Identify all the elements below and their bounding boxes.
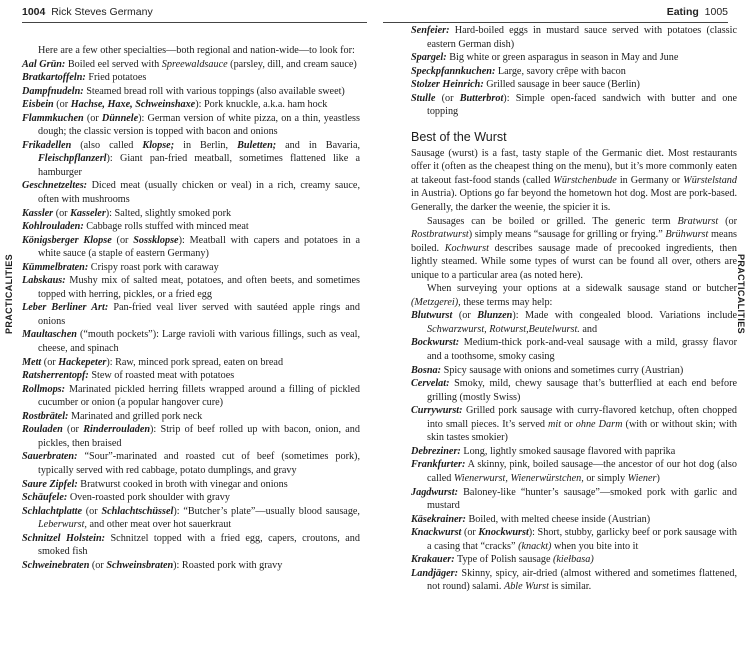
entry-text: Grilled pork sausage with curry-flavored ketchup, often chopped into small pieces. It’s served	[427, 405, 737, 430]
glossary-entry	[411, 513, 737, 527]
entry-term: Spargel:	[411, 52, 447, 64]
entry-term: Kohlrouladen:	[22, 221, 84, 233]
glossary-entry	[411, 309, 737, 336]
entry-term: Bockwurst:	[411, 337, 460, 349]
glossary-entry	[411, 51, 737, 65]
glossary-entry	[22, 71, 360, 85]
entry-text: A skinny, pink, boiled sausage—the ancestor of our hot dog (also called	[427, 459, 737, 484]
entry-text: Baloney-like “hunter’s sausage”—smoked pork with garlic and mustard	[427, 486, 737, 512]
entry-term: Knockwurst	[478, 527, 529, 539]
entry-text: Hard-boiled eggs in mustard sauce served with potatoes (classic eastern German dish)	[427, 25, 737, 50]
glossary-entry	[22, 450, 360, 477]
entry-text: (or	[111, 234, 134, 246]
glossary-entry	[22, 98, 360, 112]
page-number: 1005	[704, 6, 728, 18]
entry-text: Smoky, mild, chewy sausage that’s butterflied at each end before grilling (mostly Swiss)	[427, 378, 737, 403]
entry-term: Butterbrot	[459, 92, 504, 104]
entry-term: Saure Zipfel:	[22, 478, 78, 490]
entry-text: (or	[62, 424, 84, 436]
entry-term: Hackepeter	[58, 356, 107, 368]
entry-term: Blutwurst	[411, 310, 453, 322]
entry-term: Königsberger Klopse	[22, 234, 112, 246]
entry-term: Cervelat:	[411, 378, 450, 390]
entry-text: ): German version of white pizza, on a thin, yeastless dough; the classic version is topped with bacon and onions	[38, 112, 360, 138]
entry-text: (also called	[71, 139, 143, 151]
glossary-entry	[411, 458, 737, 485]
entry-text: (parsley, dill, and cream sauce)	[227, 58, 357, 70]
entry-text: ): Simple open-faced sandwich with butter and one topping	[427, 92, 737, 118]
header-rule	[383, 22, 728, 23]
entry-term: Labskaus:	[22, 275, 66, 287]
specialties-list-continued	[411, 24, 737, 119]
entry-term: Mett	[22, 356, 42, 368]
entry-italic: Beutelwurst.	[528, 323, 580, 335]
entry-text: in Berlin,	[174, 139, 238, 151]
entry-text: Pan-fried veal liver served with sautéed apple rings and onions	[38, 302, 360, 327]
entry-text: (with or without skin; with skin tastes smokier)	[427, 418, 738, 444]
entry-text: Grilled sausage in beer sauce (Berlin)	[483, 79, 640, 91]
entry-text: Large, savory crêpe with bacon	[495, 65, 626, 77]
entry-term: Schnitzel Holstein:	[22, 532, 106, 544]
entry-text: ): Pork knuckle, a.k.a. ham hock	[195, 99, 328, 111]
entry-term: Schäufele:	[22, 492, 68, 504]
entry-term: Eisbein	[22, 99, 54, 111]
entry-term: Schweinebraten	[22, 559, 90, 571]
right-page	[375, 0, 750, 667]
entry-term: Bosna:	[411, 364, 442, 376]
entry-text: Steamed bread roll with various toppings (also available sweet)	[83, 85, 345, 97]
italic-run: Würstchenbude	[553, 174, 617, 186]
glossary-entry	[22, 261, 360, 275]
entry-term: Hachse, Haxe, Schweinshaxe	[70, 99, 196, 111]
entry-text: when you bite into it	[551, 540, 639, 552]
entry-text: ): Short, stubby, garlicky beef or pork sausage with a casing that “cracks”	[427, 527, 737, 552]
entry-text: (or	[53, 99, 71, 111]
entry-text: Stew of roasted meat with potatoes	[88, 370, 235, 382]
side-tab-label: PRACTICALITIES	[736, 253, 747, 335]
glossary-entry	[411, 65, 737, 79]
entry-text: and	[579, 323, 598, 335]
entry-term: Rouladen	[22, 424, 63, 436]
entry-text: Medium-thick pork-and-veal sausage with a mild, grassy flavor and a toothsome, smoky casing	[427, 337, 737, 363]
text-run: describes sausage made of precooked ingredients, then lightly steamed. While some types of wurst can be found all over, others are unique to a particular area (as noted here).	[411, 242, 737, 281]
glossary-entry	[411, 404, 737, 445]
entry-italic: Wienerwurst, Wienerwürstchen,	[453, 472, 584, 484]
entry-term: Blunzen	[477, 310, 513, 322]
entry-term: Sossklopse	[133, 234, 179, 246]
entry-term: Stulle	[411, 92, 436, 104]
entry-term: Leber Berliner Art:	[22, 302, 109, 314]
entry-text: ): “Butcher’s plate”—usually blood sausage,	[173, 505, 360, 517]
glossary-entry	[22, 274, 360, 301]
glossary-entry	[22, 410, 360, 424]
entry-text: or	[561, 418, 576, 430]
entry-text: Bratwurst cooked in broth with vinegar and onions	[77, 478, 288, 490]
entry-term: Speckpfannkuchen:	[411, 65, 496, 77]
glossary-entry	[22, 328, 360, 355]
entry-text: Crispy roast pork with caraway	[88, 261, 219, 273]
entry-text: Skinny, spicy, air-dried (almost withered and sometimes flattened, not round) salami.	[427, 567, 737, 593]
glossary-entry	[411, 24, 737, 51]
glossary-entry	[411, 377, 737, 404]
glossary-entry	[22, 207, 360, 221]
entry-term: Bratkartoffeln:	[22, 72, 86, 84]
entry-text: (or	[41, 356, 59, 368]
entry-text: Boiled eel served with	[65, 58, 162, 70]
italic-run: Bratwurst	[677, 215, 719, 227]
glossary-entry	[22, 423, 360, 450]
entry-term: Senfeier:	[411, 25, 450, 36]
side-tab-left	[2, 252, 16, 336]
entry-text: ): Salted, slightly smoked pork	[105, 207, 232, 219]
glossary-entry	[22, 234, 360, 261]
entry-term: Aal Grün:	[22, 58, 66, 70]
text-run: When surveying your options at a sidewalk sausage stand or butcher	[427, 283, 737, 295]
section-title: Eating	[666, 6, 699, 18]
italic-run: Brühwurst	[665, 229, 709, 241]
text-run: (or	[718, 215, 737, 227]
entry-term: Kasseler	[70, 207, 106, 219]
italic-run: (Metzgerei),	[411, 296, 461, 308]
page-number: 1004	[22, 6, 46, 18]
text-run: ) simply means “sausage for grilling or frying.”	[468, 229, 666, 241]
entry-text: (or	[83, 112, 102, 124]
entry-term: Flammkuchen	[22, 112, 84, 124]
wurst-paragraph-3	[411, 282, 737, 309]
entry-term: Knackwurst	[411, 527, 462, 539]
glossary-entry	[411, 336, 737, 363]
section-heading: Best of the Wurst	[411, 129, 507, 144]
entry-italic: Schwarzwurst, Rotwurst,	[427, 323, 529, 335]
entry-italic: Leberwurst,	[38, 519, 87, 531]
wurst-paragraph-1	[411, 147, 737, 215]
entry-text: (or	[452, 310, 478, 322]
text-run: in Austria). Options go far beyond the hometown hot dog. Most are pork-based. Generally, the darker the weenie, the spicier it is.	[411, 188, 737, 214]
entry-term: Rollmops:	[22, 383, 66, 395]
entry-term: Stolzer Heinrich:	[411, 79, 484, 91]
glossary-entry	[22, 356, 360, 370]
glossary-entry	[411, 526, 737, 553]
text-run: these terms may help:	[460, 296, 553, 308]
italic-run: Würstelstand	[683, 174, 737, 186]
entry-term: Ratsherrentopf:	[22, 370, 89, 382]
entry-text: Boiled, with melted cheese inside (Austrian)	[465, 513, 651, 525]
specialties-list	[22, 58, 360, 573]
entry-text: Mushy mix of salted meat, potatoes, and often beets, and sometimes topped with herring, pickles, or a fried egg	[38, 275, 360, 300]
glossary-entry	[411, 486, 737, 513]
glossary-entry	[411, 364, 737, 378]
entry-italic: mit	[548, 418, 562, 430]
glossary-entry	[22, 112, 360, 139]
entry-italic: ohne Darm	[575, 418, 623, 430]
entry-text: (or	[82, 505, 102, 517]
entry-term: Sauerbraten:	[22, 451, 78, 463]
entry-text: (or	[461, 527, 479, 539]
entry-text: (or	[89, 559, 107, 571]
entry-term: Landjäger:	[411, 567, 458, 579]
entry-term: Fleischpflanzerl	[38, 153, 107, 165]
entry-text: ): Strip of beef rolled up with bacon, onion, and pickles, then braised	[38, 424, 360, 449]
glossary-entry	[22, 139, 360, 180]
entry-text: Oven-roasted pork shoulder with gravy	[67, 492, 230, 504]
glossary-entry	[22, 369, 360, 383]
glossary-entry	[411, 567, 737, 594]
entry-term: Rinderrouladen	[83, 424, 151, 436]
page-header	[375, 4, 728, 20]
entry-text: Diced meat (usually chicken or veal) in a rich, creamy sauce, often with mushrooms	[38, 180, 360, 206]
entry-term: Debreziner:	[411, 445, 461, 457]
text-run: means boiled.	[411, 229, 737, 254]
entry-italic: Wiener	[627, 472, 657, 484]
entry-term: Jagdwurst:	[411, 486, 458, 498]
entry-text: Cabbage rolls stuffed with minced meat	[83, 221, 249, 233]
glossary-entry	[22, 220, 360, 234]
entry-text: Type of Polish sausage	[454, 554, 554, 566]
entry-italic: Spreewaldsauce	[161, 58, 228, 70]
entry-term: Kassler	[22, 207, 54, 219]
entry-term: Krakauer:	[411, 554, 455, 566]
entry-text: is similar.	[548, 581, 592, 593]
page-header	[22, 4, 367, 20]
text-run: in Germany or	[616, 174, 684, 186]
entry-italic: (knackt)	[518, 540, 552, 552]
glossary-entry	[22, 491, 360, 505]
text-run: Sausages can be boiled or grilled. The generic term	[427, 215, 678, 227]
glossary-entry	[411, 553, 737, 567]
entry-text: (or	[435, 92, 460, 104]
entry-term: Dünnele	[101, 112, 139, 124]
entry-text: ): Made with congealed blood. Variations include	[512, 310, 737, 322]
entry-term: Currywurst:	[411, 405, 463, 417]
entry-term: Schlachtplatte	[22, 505, 82, 517]
entry-term: Frikadellen	[22, 139, 72, 151]
glossary-entry	[22, 58, 360, 72]
entry-term: Klopse;	[142, 139, 175, 151]
glossary-entry	[22, 559, 360, 573]
entry-text: Marinated and grilled pork neck	[68, 410, 203, 422]
glossary-entry	[22, 383, 360, 410]
glossary-entry	[22, 478, 360, 492]
glossary-entry	[22, 301, 360, 328]
entry-text: Long, lightly smoked sausage flavored with paprika	[460, 445, 676, 457]
entry-text: and other meat over hot sauerkraut	[86, 519, 232, 531]
entry-text: Fried potatoes	[85, 72, 147, 84]
glossary-entry	[411, 92, 737, 119]
wurst-list	[411, 309, 737, 593]
glossary-entry	[22, 505, 360, 532]
side-tab-label: PRACTICALITIES	[4, 253, 15, 335]
left-body-text	[22, 24, 360, 572]
entry-text: Marinated pickled herring fillets wrapped around a filling of pickled cucumber or onion (a popular hangover cure)	[38, 383, 360, 409]
entry-text: Big white or green asparagus in season in May and June	[446, 52, 679, 64]
header-rule	[22, 22, 367, 23]
entry-term: Maultaschen	[22, 329, 77, 341]
glossary-entry	[411, 78, 737, 92]
glossary-entry	[22, 85, 360, 99]
entry-text: ): Roasted pork with gravy	[173, 559, 283, 571]
entry-text: ): Meatball with capers and potatoes in a white sauce (a staple of eastern Germany)	[38, 234, 360, 260]
right-body-text	[411, 24, 737, 594]
entry-term: Dampfnudeln:	[22, 85, 84, 97]
entry-text: )	[656, 472, 660, 484]
wurst-paragraph-2	[411, 215, 737, 283]
entry-term: Schlachtschüssel	[101, 505, 174, 517]
entry-text: ): Raw, minced pork spread, eaten on bread	[106, 356, 284, 368]
entry-text: or simply	[583, 472, 628, 484]
italic-run: Rostbratwurst	[411, 229, 469, 241]
entry-term: Käsekrainer:	[411, 513, 466, 525]
entry-term: Geschnetzeltes:	[22, 180, 88, 192]
intro-paragraph: Here are a few other specialties—both regional and nation-wide—to look for:	[38, 45, 355, 56]
entry-term: Frankfurter:	[411, 459, 466, 471]
italic-run: Kochwurst	[444, 242, 489, 254]
entry-italic: (kiełbasa)	[553, 554, 594, 566]
entry-term: Schweinsbraten	[106, 559, 174, 571]
glossary-entry	[22, 179, 360, 206]
entry-text: Schnitzel topped with a fried egg, capers, croutons, and smoked fish	[38, 532, 360, 558]
entry-text: (or	[53, 207, 71, 219]
entry-text: and in Bavaria,	[276, 139, 361, 151]
entry-italic: Able Wurst	[503, 581, 549, 593]
entry-text: “Sour”-marinated and roasted cut of beef (sometimes pork), typically served with red cabbage, potato dumplings, and gravy	[38, 451, 360, 476]
book-title: Rick Steves Germany	[51, 6, 153, 18]
glossary-entry	[411, 445, 737, 459]
entry-term: Buletten;	[237, 139, 277, 151]
entry-text: ): Giant pan-fried meatball, sometimes flattened like a hamburger	[38, 153, 360, 178]
glossary-entry	[22, 532, 360, 559]
entry-text: Spicy sausage with onions and sometimes curry (Austrian)	[441, 364, 684, 376]
entry-term: Rostbrätel:	[22, 410, 69, 422]
entry-text: (“mouth pockets”): Large ravioli with various fillings, such as veal, cheese, and spinach	[38, 329, 360, 355]
text-run: Sausage (wurst) is a fast, tasty staple of the Germanic diet. Most restaurants offer it (often as the cheapest thing on the menu), but it’s more commonly eaten at takeout fast-food stands (called	[411, 147, 737, 186]
entry-term: Kümmelbraten:	[22, 261, 89, 273]
